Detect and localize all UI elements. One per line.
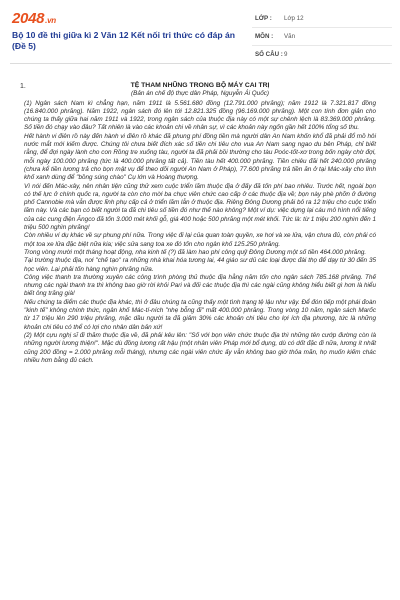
meta-value: Lớp 12 xyxy=(284,15,304,22)
header-divider xyxy=(10,63,390,64)
paragraph: (2) Một cựu nghị sĩ đi thăm thuộc địa về, đã phải kêu lên: "Số với bọn viên chức thuộc địa thì những tên cướp đường còn là những người lương thiện!". Mặc dù đồng lương rất hậu (một nhân viên Pháp mới bổ dụng, dù có dốt đặc đi nữa, lương ít nhất cũng 200 đồng = 2.000 phrăng mỗi tháng), nhưng các ngài viên chức ấy vẫn không bao giờ thỏa mãn, họ muốn kiếm chác nhiều hơn bằng đủ cách. xyxy=(24,331,376,364)
paragraph: Còn nhiều ví dụ khác về sự phung phí nữa. Trong việc đi lại của quan toàn quyền, xe hơi và xe lửa, vận chưa đủ, còn phải có một toa xe lửa đặc biệt nữa kia; việc sửa sang toa xe đó tốn cho ngân khố 125.250 phrăng. xyxy=(24,232,376,248)
article-subtitle: (Bản án chế độ thực dân Pháp, Nguyễn Ái Quốc) xyxy=(130,90,270,98)
meta-row-class xyxy=(252,10,392,28)
meta-row-subject xyxy=(252,28,392,46)
meta-value: 9 xyxy=(284,51,288,58)
logo-ext: .vn xyxy=(45,16,56,25)
meta-row-question-count xyxy=(252,46,392,64)
meta-label: MÔN : xyxy=(255,33,274,40)
paragraph: Vì nói đến Mác-xây, nên nhân tiện cũng thử xem cuộc triển lãm thuộc địa ở đấy đã tốn phí bao nhiêu. Trước hết, ngoài bọn có thế lực ở chính quốc ra, người ta còn cho mời ba chục viên chức cao cấp ở các thuộc địa về; bọn này phè phỡn ở đường phố Cannobie mà vẫn được lĩnh phụ cấp cả ở triển lãm lẫn ở thuộc địa. Riêng Đông Dương phải bỏ ra 12 triệu cho cuộc triển lãm này. Và các bạn có biết người ta đã chi tiêu số tiền đó như thế nào không? Một ví dụ: việc dựng lại cáu mô hình nổi tiếng của các cung điện Ăngco đã tốn 3.000 mét khối gỗ, giá 400 hoặc 500 phrăng một mét khối. Tức là: từ 1 triệu 200 nghìn đến 1 triệu 500 nghìn phrăng! xyxy=(24,182,376,232)
logo-text: 2048 xyxy=(12,10,45,27)
article-title: TỆ THAM NHŨNG TRONG BỘ MÁY CAI TRỊ xyxy=(130,82,270,89)
article-content xyxy=(24,82,376,365)
meta-label: LỚP : xyxy=(255,15,272,22)
paragraph: Hết hành vi điên rồ này đến hành vi điên rồ khác đã phung phí đồng tiền mà người dân An Nam khốn khổ đã phải đổ mồ hôi nước mắt mới kiếm được. Chúng tôi chưa biết đích xác số tiền chi tiêu cho vua An Nam sang ngao du bên Pháp, chỉ biết rằng, để đợi ngày lành cho con Rồng tre xuống tàu, người ta đã phải bồi thường cho tàu Poóc-tốt-xơ trong bốn ngày chờ đợi, mỗi ngày 100.000 phrăng (tức là 400.000 phrăng tất cả). Tiền tàu hết 400.000 phrăng. Tiền chiêu đãi hết 240.000 phrăng (chưa kể tiền lương trả cho bọn mật vụ để theo dõi người An Nam ở Pháp), 77.600 phrăng trả tiền ăn ở tại Mác-xây cho lính khố xanh dùng để "bồng súng chào" Cụ lớn và Hoàng thượng. xyxy=(24,132,376,182)
document-title: Bộ 10 đề thi giữa kì 2 Văn 12 Kết nối tri thức có đáp án (Đề 5) xyxy=(12,30,236,51)
question-number: 1. xyxy=(20,83,26,90)
paragraph: Tại trường thuộc địa, nơi "chế tạo" ra những nhà khai hóa tương lai, 44 giáo sư dủ các loại được đài thọ để dạy từ 30 đến 35 học viên. Lại phải tốn hàng nghìn phrăng nữa. xyxy=(24,257,376,273)
page-header xyxy=(0,0,400,60)
meta-label: SỐ CÂU : xyxy=(255,51,283,58)
site-logo[interactable] xyxy=(12,10,56,27)
paragraph: Trong vòng mười một tháng hoạt động, nha kinh tế (?) đã làm hao phí công quỹ Đông Dương một số tiền 464.000 phrăng. xyxy=(24,248,367,256)
meta-value: Văn xyxy=(284,33,296,40)
paragraph: (1) Ngân sách Nam kì chẳng hạn, năm 1911 là 5.561.680 đồng (12.791.000 phrăng); năm 1912 là 7.321.817 đồng (16.840.000 phrăng). Năm 1922, ngân sách đó lên tới 12.821.325 đồng (96.169.000 phrăng). Một con tính đơn giản cho chúng ta thấy giữa hai năm 1911 và 1922, trong ngân sách của thuộc địa này có một sự chênh lệch là 83.369.000 phrăng. Số tiền đó chạy vào đâu? Tất nhiên là vào các khoản chi về nhân sự, vì các khoản này ngốn gần hết 100% tổng số thu. xyxy=(24,99,376,132)
paragraph: Nếu chúng ta điểm các thuộc địa khác, thì ở đâu chúng ta cũng thấy một tình trạng tệ lậu như vậy. Để đón tiếp một phái đoàn "kinh tế" không chính thức, ngân khố Mác-tí-ních "nhẹ bỗng đi" mất 400.000 phrăng. Trong vòng 10 năm, ngân sách Marốc từ 17 triệu lên 290 triệu phrăng, mặc dầu người ta đã giảm 30% các khoản chi tiêu cho lợi ích địa phương, tức là những khoản chi tiêu có thể có lợi cho nhân dân bản xứ! xyxy=(24,298,376,331)
meta-info-box xyxy=(252,10,392,64)
paragraph: Công việc thanh tra thường xuyên các công trình phòng thủ thuộc địa hằng năm tốn cho ngân sách 785.168 phrăng. Thế nhưng các ngài thanh tra thì không bao giờ rời khỏi Pari và đối các thuộc địa thì các ngài cũng không hiểu biết gì hơn là hiểu biết ông trăng già! xyxy=(24,273,376,298)
